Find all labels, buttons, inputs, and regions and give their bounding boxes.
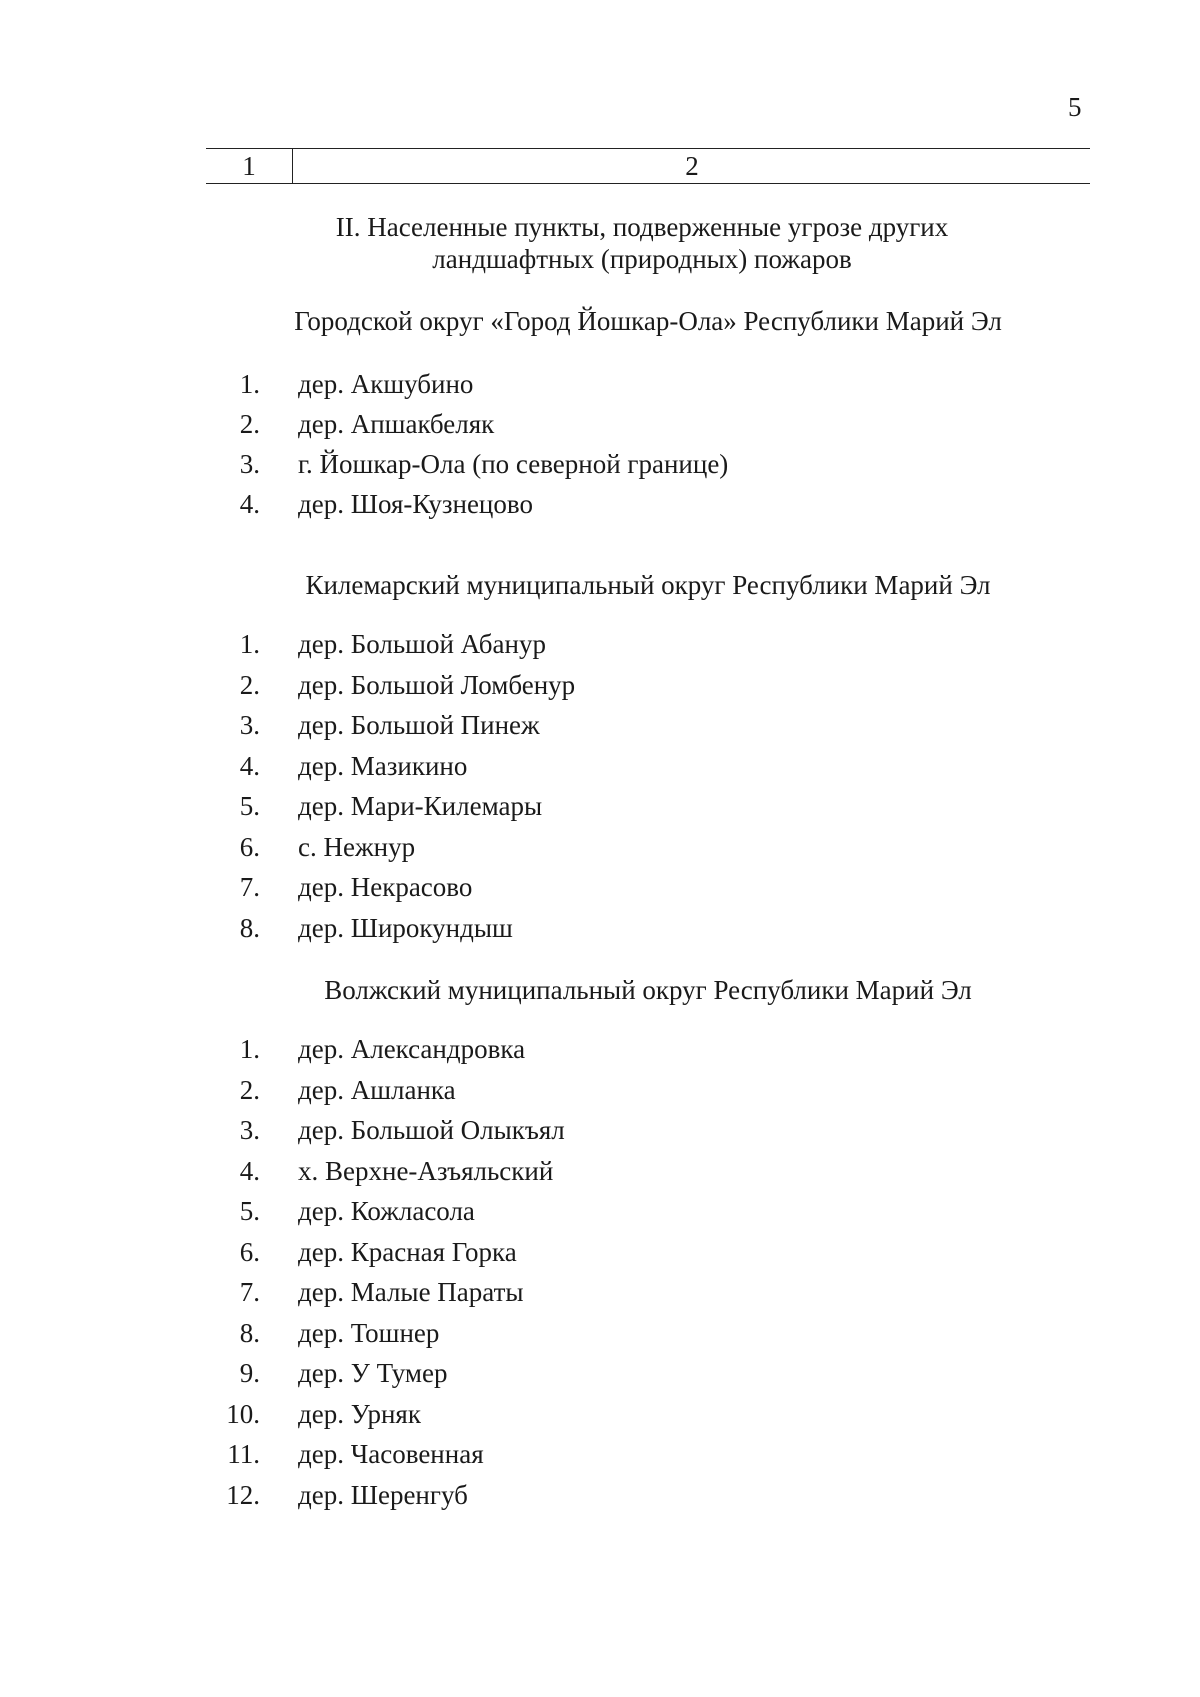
settlement-name: дер. Большой Олыкъял xyxy=(298,1115,565,1145)
column-header-table xyxy=(206,148,1090,184)
settlement-name: дер. У Тумер xyxy=(298,1358,448,1388)
item-number: 8. xyxy=(239,1317,260,1348)
settlement-name: дер. Ашланка xyxy=(298,1074,456,1105)
item-number: 1. xyxy=(239,1034,260,1064)
settlement-name: дер. Александровка xyxy=(298,1034,526,1064)
settlement-name: дер. Часовенная xyxy=(298,1439,484,1469)
column-header-2: 2 xyxy=(685,151,699,181)
settlement-name: дер. Шеренгуб xyxy=(298,1479,468,1510)
list-item xyxy=(0,1272,1200,1313)
item-number: 7. xyxy=(239,1277,260,1307)
item-number: 2. xyxy=(239,669,260,700)
settlement-name: дер. Большой Пинеж xyxy=(298,710,540,740)
district-heading-volzhsk: Волжский муниципальный округ Республики Марий Эл xyxy=(324,975,972,1005)
list-item xyxy=(0,908,1200,949)
item-number: 11. xyxy=(227,1439,260,1469)
list-item xyxy=(0,786,1200,827)
section-title-line-1: II. Населенные пункты, подверженные угрозе других xyxy=(335,212,949,242)
district-heading-kilemary: Килемарский муниципальный округ Республики Марий Эл xyxy=(305,570,991,600)
section-title-line-2: ландшафтных (природных) пожаров xyxy=(432,244,852,274)
item-number: 3. xyxy=(239,710,260,740)
list-item xyxy=(0,1191,1200,1232)
item-number: 9. xyxy=(239,1358,260,1388)
settlement-name: дер. Апшакбеляк xyxy=(298,409,495,439)
item-number: 8. xyxy=(239,912,260,943)
list-item xyxy=(0,1151,1200,1192)
list-item xyxy=(0,1070,1200,1111)
list-item xyxy=(0,404,1200,444)
item-number: 6. xyxy=(239,831,260,862)
list-item xyxy=(0,444,1200,484)
settlement-name: дер. Кожласола xyxy=(298,1196,475,1226)
column-header-1: 1 xyxy=(206,149,293,183)
list-item xyxy=(0,1434,1200,1475)
settlement-name: дер. Тошнер xyxy=(298,1317,440,1348)
item-number: 3. xyxy=(239,449,260,479)
settlement-name: дер. Урняк xyxy=(298,1398,421,1429)
settlement-list-volzhsk xyxy=(0,1029,1200,1515)
list-item xyxy=(0,364,1200,404)
item-number: 4. xyxy=(239,489,260,519)
item-number: 2. xyxy=(239,409,260,439)
settlement-name: дер. Некрасово xyxy=(298,872,473,902)
settlement-name: дер. Малые Параты xyxy=(298,1277,524,1307)
settlement-list-yoshkar-ola xyxy=(0,364,1200,524)
item-number: 2. xyxy=(239,1074,260,1105)
list-item xyxy=(0,827,1200,868)
settlement-name: дер. Шоя-Кузнецово xyxy=(298,489,533,519)
item-number: 1. xyxy=(239,629,260,659)
item-number: 3. xyxy=(239,1115,260,1145)
settlement-name: дер. Мазикино xyxy=(298,750,468,781)
list-item xyxy=(0,1029,1200,1070)
item-number: 7. xyxy=(239,872,260,902)
list-item xyxy=(0,1313,1200,1354)
settlement-name: дер. Акшубино xyxy=(298,369,474,399)
item-number: 5. xyxy=(239,791,260,821)
list-item xyxy=(0,1232,1200,1273)
item-number: 1. xyxy=(239,369,260,399)
settlement-name: х. Верхне-Азъяльский xyxy=(298,1155,554,1186)
settlement-name: дер. Широкундыш xyxy=(298,912,513,943)
settlement-list-kilemary xyxy=(0,624,1200,948)
list-item xyxy=(0,746,1200,787)
list-item xyxy=(0,1353,1200,1394)
list-item xyxy=(0,705,1200,746)
settlement-name: дер. Большой Абанур xyxy=(298,629,546,659)
district-heading-yoshkar-ola: Городской округ «Город Йошкар-Ола» Республики Марий Эл xyxy=(294,306,1002,336)
settlement-name: г. Йошкар-Ола (по северной границе) xyxy=(298,449,729,479)
list-item xyxy=(0,1475,1200,1516)
section-title xyxy=(280,211,1004,275)
list-item xyxy=(0,1110,1200,1151)
settlement-name: дер. Мари-Килемары xyxy=(298,791,543,821)
page-number: 5 xyxy=(1068,92,1082,122)
list-item xyxy=(0,665,1200,706)
settlement-name: с. Нежнур xyxy=(298,831,416,862)
list-item xyxy=(0,867,1200,908)
list-item xyxy=(0,624,1200,665)
list-item xyxy=(0,484,1200,524)
settlement-name: дер. Большой Ломбенур xyxy=(298,669,576,700)
item-number: 10. xyxy=(226,1398,260,1429)
settlement-name: дер. Красная Горка xyxy=(298,1236,517,1267)
item-number: 5. xyxy=(239,1196,260,1226)
item-number: 4. xyxy=(239,1155,260,1186)
item-number: 6. xyxy=(239,1236,260,1267)
item-number: 4. xyxy=(239,750,260,781)
list-item xyxy=(0,1394,1200,1435)
item-number: 12. xyxy=(226,1479,260,1510)
